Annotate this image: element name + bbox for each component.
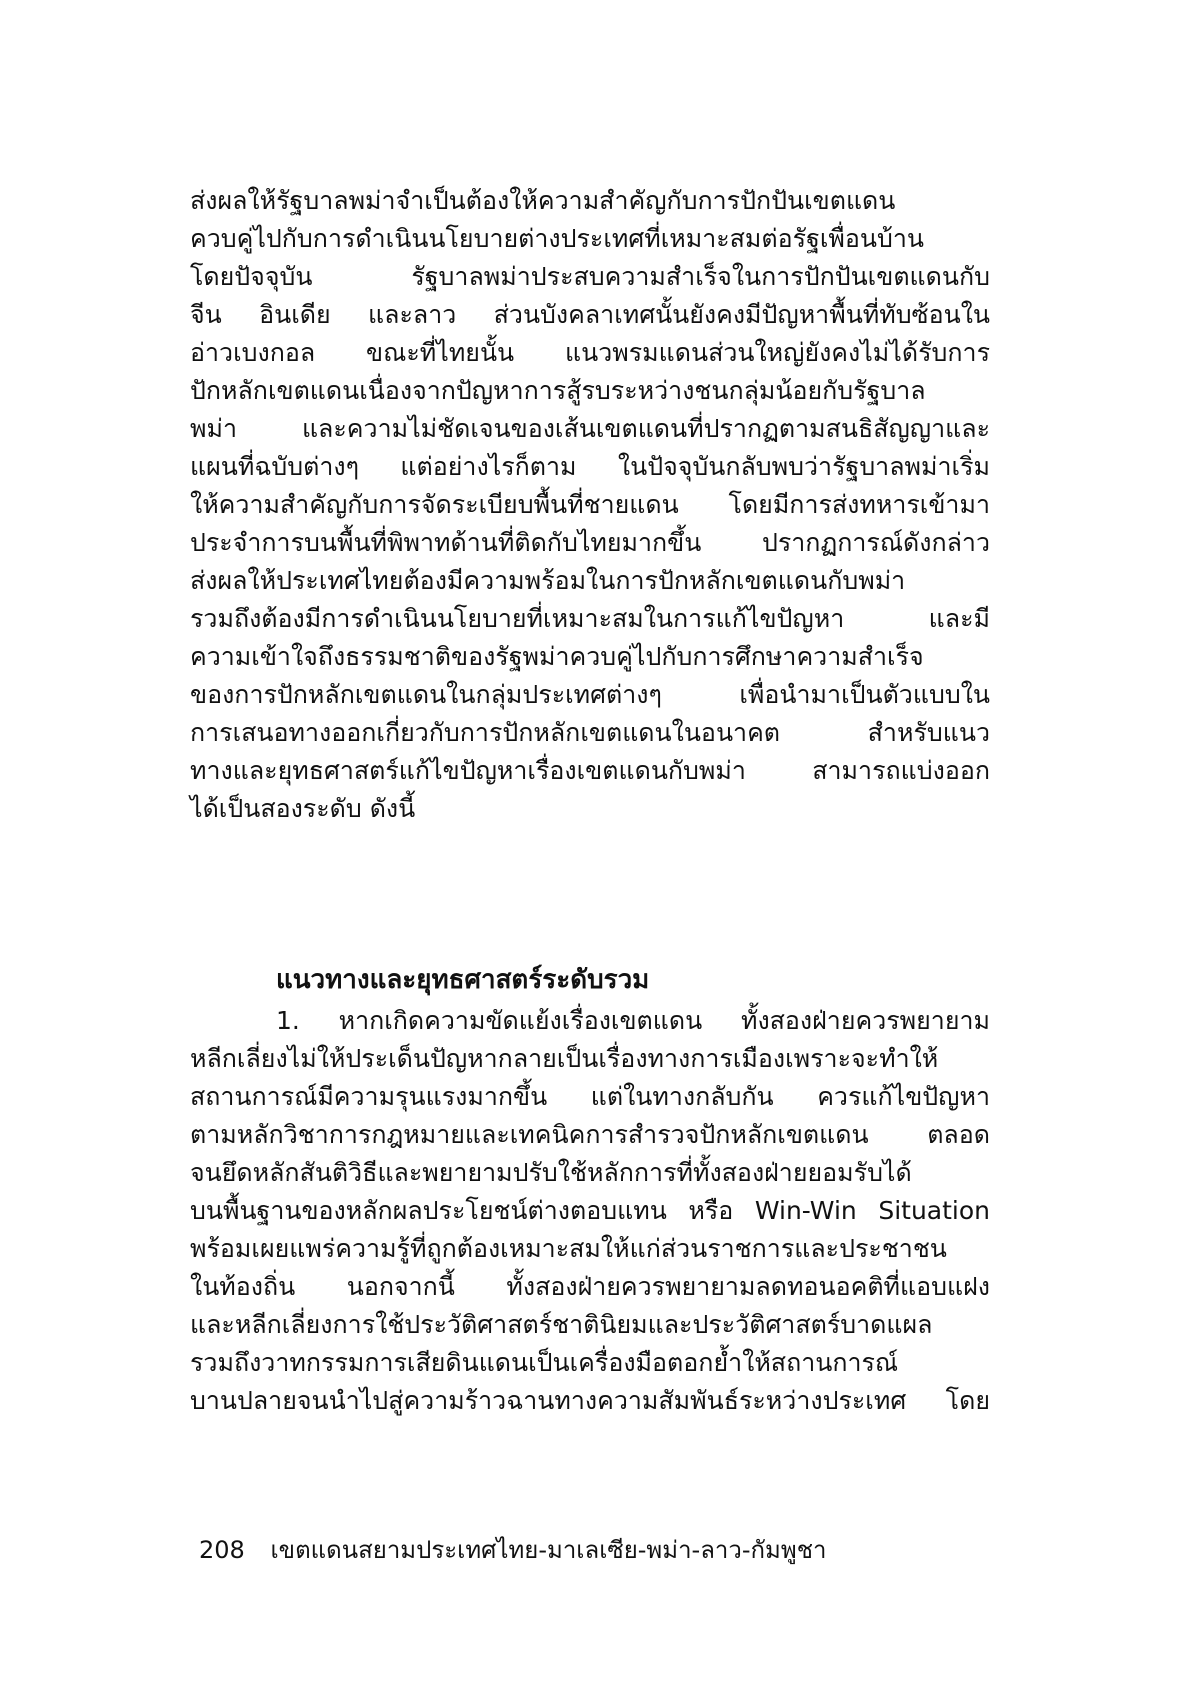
body-paragraph-1 — [190, 182, 990, 828]
text-line: ควบคู่ไปกับการดำเนินนโยบายต่างประเทศที่เหมาะสมต่อรัฐเพื่อนบ้าน — [190, 224, 925, 253]
text-line: ประจำการบนพื้นที่พิพาทด้านที่ติดกับไทยมากขึ้น ปรากฏการณ์ดังกล่าว — [190, 528, 990, 557]
text-line: ให้ความสำคัญกับการจัดระเบียบพื้นที่ชายแดน โดยมีการส่งทหารเข้ามา — [190, 490, 990, 519]
text-line: 1. หากเกิดความขัดแย้งเรื่องเขตแดน ทั้งสองฝ่ายควรพยายาม — [276, 1006, 990, 1035]
text-line: บานปลายจนนำไปสู่ความร้าวฉานทางความสัมพันธ์ระหว่างประเทศ โดย — [190, 1386, 990, 1415]
text-line: รวมถึงวาทกรรมการเสียดินแดนเป็นเครื่องมือตอกย้ำให้สถานการณ์ — [190, 1348, 899, 1377]
text-line: ได้เป็นสองระดับ ดังนี้ — [190, 794, 416, 823]
text-line: ทางและยุทธศาสตร์แก้ไขปัญหาเรื่องเขตแดนกับพม่า สามารถแบ่งออก — [190, 756, 990, 785]
text-line: ของการปักหลักเขตแดนในกลุ่มประเทศต่างๆ เพื่อนำมาเป็นตัวแบบใน — [190, 680, 990, 709]
page-footer — [199, 1533, 826, 1567]
text-line: โดยปัจจุบัน รัฐบาลพม่าประสบความสำเร็จในการปักปันเขตแดนกับ — [190, 262, 990, 291]
text-line: พร้อมเผยแพร่ความรู้ที่ถูกต้องเหมาะสมให้แก่ส่วนราชการและประชาชน — [190, 1234, 947, 1263]
running-title: เขตแดนสยามประเทศไทย-มาเลเซีย-พม่า-ลาว-กัมพูชา — [270, 1536, 827, 1564]
text-line: จีน อินเดีย และลาว ส่วนบังคลาเทศนั้นยังคงมีปัญหาพื้นที่ทับซ้อนใน — [190, 300, 990, 329]
text-line: ตามหลักวิชาการกฎหมายและเทคนิคการสำรวจปักหลักเขตแดน ตลอด — [190, 1120, 990, 1149]
text-line: พม่า และความไม่ชัดเจนของเส้นเขตแดนที่ปรากฏตามสนธิสัญญาและ — [190, 414, 990, 443]
body-paragraph-2 — [190, 1002, 990, 1420]
text-line: หลีกเลี่ยงไม่ให้ประเด็นปัญหากลายเป็นเรื่องทางการเมืองเพราะจะทำให้ — [190, 1044, 939, 1073]
text-line: ความเข้าใจถึงธรรมชาติของรัฐพม่าควบคู่ไปกับการศึกษาความสำเร็จ — [190, 642, 924, 671]
text-line: อ่าวเบงกอล ขณะที่ไทยนั้น แนวพรมแดนส่วนใหญ่ยังคงไม่ได้รับการ — [190, 338, 990, 367]
page-number: 208 — [199, 1536, 245, 1564]
text-line: จนยึดหลักสันติวิธีและพยายามปรับใช้หลักการที่ทั้งสองฝ่ายยอมรับได้ — [190, 1158, 912, 1187]
text-line: การเสนอทางออกเกี่ยวกับการปักหลักเขตแดนในอนาคต สำหรับแนว — [190, 718, 990, 747]
section-heading: แนวทางและยุทธศาสตร์ระดับรวม — [276, 965, 650, 995]
text-line: ส่งผลให้รัฐบาลพม่าจำเป็นต้องให้ความสำคัญกับการปักปันเขตแดน — [190, 186, 896, 215]
text-line: และหลีกเลี่ยงการใช้ประวัติศาสตร์ชาตินิยมและประวัติศาสตร์บาดแผล — [190, 1310, 933, 1339]
text-line: ส่งผลให้ประเทศไทยต้องมีความพร้อมในการปักหลักเขตแดนกับพม่า — [190, 566, 906, 595]
text-line: ปักหลักเขตแดนเนื่องจากปัญหาการสู้รบระหว่างชนกลุ่มน้อยกับรัฐบาล — [190, 376, 926, 405]
text-line: แผนที่ฉบับต่างๆ แต่อย่างไรก็ตาม ในปัจจุบันกลับพบว่ารัฐบาลพม่าเริ่ม — [190, 452, 990, 481]
text-line: รวมถึงต้องมีการดำเนินนโยบายที่เหมาะสมในการแก้ไขปัญหา และมี — [190, 604, 990, 633]
text-line: ในท้องถิ่น นอกจากนี้ ทั้งสองฝ่ายควรพยายามลดทอนอคติที่แอบแฝง — [190, 1272, 990, 1301]
text-line: สถานการณ์มีความรุนแรงมากขึ้น แต่ในทางกลับกัน ควรแก้ไขปัญหา — [190, 1082, 990, 1111]
text-line: บนพื้นฐานของหลักผลประโยชน์ต่างตอบแทน หรือ Win-Win Situation — [190, 1196, 990, 1225]
